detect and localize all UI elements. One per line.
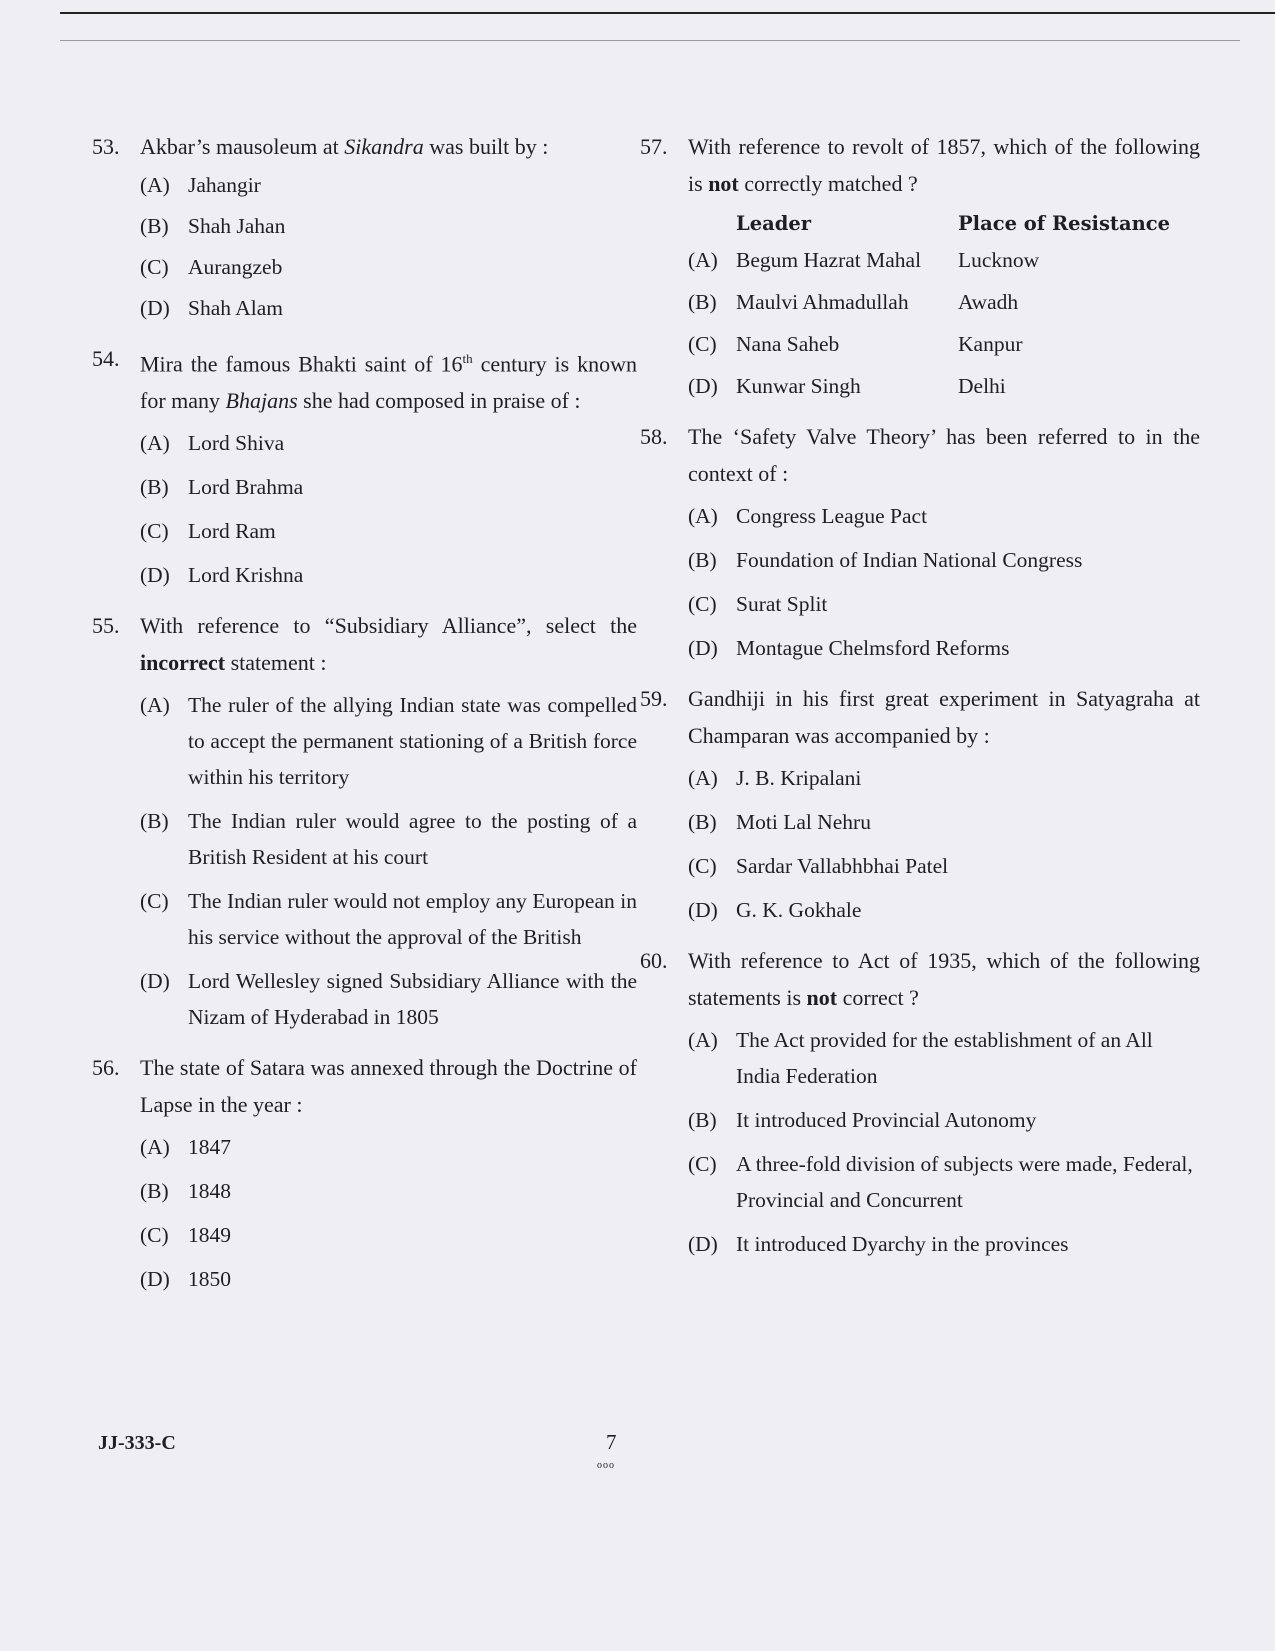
question-54 bbox=[92, 340, 637, 593]
option: (B) The Indian ruler would agree to the posting of a British Resident at his court bbox=[140, 809, 637, 870]
question-text: Gandhiji in his first great experiment in Satyagraha at Champaran was accompanied by : bbox=[688, 686, 1200, 748]
question-59 bbox=[640, 680, 1200, 928]
page-marks: ooo bbox=[597, 1460, 615, 1471]
option: (C) 1849 bbox=[140, 1223, 231, 1248]
question-text: Mira the famous Bhakti saint of 16th century is known for many Bhajans she had composed in praise of : bbox=[140, 351, 637, 414]
question-number: 59. bbox=[640, 686, 668, 711]
option: (B) 1848 bbox=[140, 1179, 231, 1204]
option: (D) Lord Wellesley signed Subsidiary Alliance with the Nizam of Hyderabad in 1805 bbox=[140, 969, 637, 1030]
question-57 bbox=[640, 128, 1200, 404]
page-number: 7 bbox=[606, 1430, 617, 1454]
option: (D) Lord Krishna bbox=[140, 563, 304, 588]
right-column bbox=[640, 128, 1200, 1276]
option: (A) 1847 bbox=[140, 1135, 231, 1160]
question-number: 60. bbox=[640, 948, 668, 973]
option: (D) It introduced Dyarchy in the provinces bbox=[688, 1232, 1069, 1256]
column-header-leader: Leader bbox=[736, 212, 812, 235]
table-row-place: Lucknow bbox=[958, 248, 1040, 272]
question-number: 54. bbox=[92, 346, 120, 371]
option: (A) Congress League Pact bbox=[688, 504, 928, 528]
option: (C) Surat Split bbox=[688, 592, 828, 616]
question-number: 56. bbox=[92, 1055, 120, 1081]
question-58 bbox=[640, 418, 1200, 666]
option: (B) Foundation of Indian National Congress bbox=[688, 548, 1083, 572]
option: (C) The Indian ruler would not employ any European in his service without the approval of the British bbox=[140, 889, 637, 950]
table-row-place: Kanpur bbox=[958, 332, 1023, 356]
left-column bbox=[92, 128, 637, 1311]
question-text: The state of Satara was annexed through the Doctrine of Lapse in the year : bbox=[140, 1055, 637, 1118]
question-text: Akbar’s mausoleum at Sikandra was built by : bbox=[140, 134, 549, 159]
question-60 bbox=[640, 942, 1200, 1262]
option: (A) J. B. Kripalani bbox=[688, 766, 862, 790]
question-number: 53. bbox=[92, 134, 120, 159]
table-row-leader: (A) Begum Hazrat Mahal bbox=[688, 248, 922, 272]
question-53 bbox=[92, 128, 637, 326]
option: (A) The Act provided for the establishment of an All India Federation bbox=[688, 1028, 1153, 1088]
option: (A) Lord Shiva bbox=[140, 431, 285, 456]
table-row-place: Awadh bbox=[958, 290, 1019, 314]
table-row-place: Delhi bbox=[958, 374, 1006, 398]
question-number: 55. bbox=[92, 613, 120, 639]
option: (B) Moti Lal Nehru bbox=[688, 810, 871, 834]
question-55 bbox=[92, 607, 637, 1035]
option: (C) A three-fold division of subjects were made, Federal, Provincial and Concurrent bbox=[688, 1152, 1193, 1212]
option: (C) Lord Ram bbox=[140, 519, 276, 544]
option: (C) Sardar Vallabhbhai Patel bbox=[688, 854, 949, 878]
option: (D) Shah Alam bbox=[140, 296, 283, 320]
question-text: With reference to Act of 1935, which of the following statements is not correct ? bbox=[688, 948, 1200, 1010]
table-row-leader: (B) Maulvi Ahmadullah bbox=[688, 290, 909, 314]
option: (D) Montague Chelmsford Reforms bbox=[688, 636, 1010, 660]
top-scan-line bbox=[60, 40, 1240, 41]
question-number: 58. bbox=[640, 424, 668, 449]
question-text: The ‘Safety Valve Theory’ has been referred to in the context of : bbox=[688, 424, 1200, 486]
option: (C) Aurangzeb bbox=[140, 255, 283, 279]
option: (A) Jahangir bbox=[140, 173, 261, 197]
column-header-place: Place of Resistance bbox=[958, 212, 1171, 235]
top-border-line bbox=[60, 12, 1275, 14]
option: (D) 1850 bbox=[140, 1267, 231, 1292]
question-text: With reference to “Subsidiary Alliance”, select the incorrect statement : bbox=[140, 613, 637, 676]
option: (B) It introduced Provincial Autonomy bbox=[688, 1108, 1037, 1132]
match-table bbox=[688, 206, 1200, 404]
option: (A) The ruler of the allying Indian state was compelled to accept the permanent stationing of a British force within his territory bbox=[140, 693, 637, 790]
option: (D) G. K. Gokhale bbox=[688, 898, 862, 922]
question-text: With reference to revolt of 1857, which of the following is not correctly matched ? bbox=[688, 134, 1200, 196]
table-row-leader: (D) Kunwar Singh bbox=[688, 374, 861, 398]
option: (B) Shah Jahan bbox=[140, 214, 286, 238]
option: (B) Lord Brahma bbox=[140, 475, 304, 500]
question-number: 57. bbox=[640, 134, 668, 159]
table-row-leader: (C) Nana Saheb bbox=[688, 332, 840, 356]
booklet-code: JJ-333-C bbox=[98, 1432, 176, 1454]
question-56 bbox=[92, 1049, 637, 1297]
